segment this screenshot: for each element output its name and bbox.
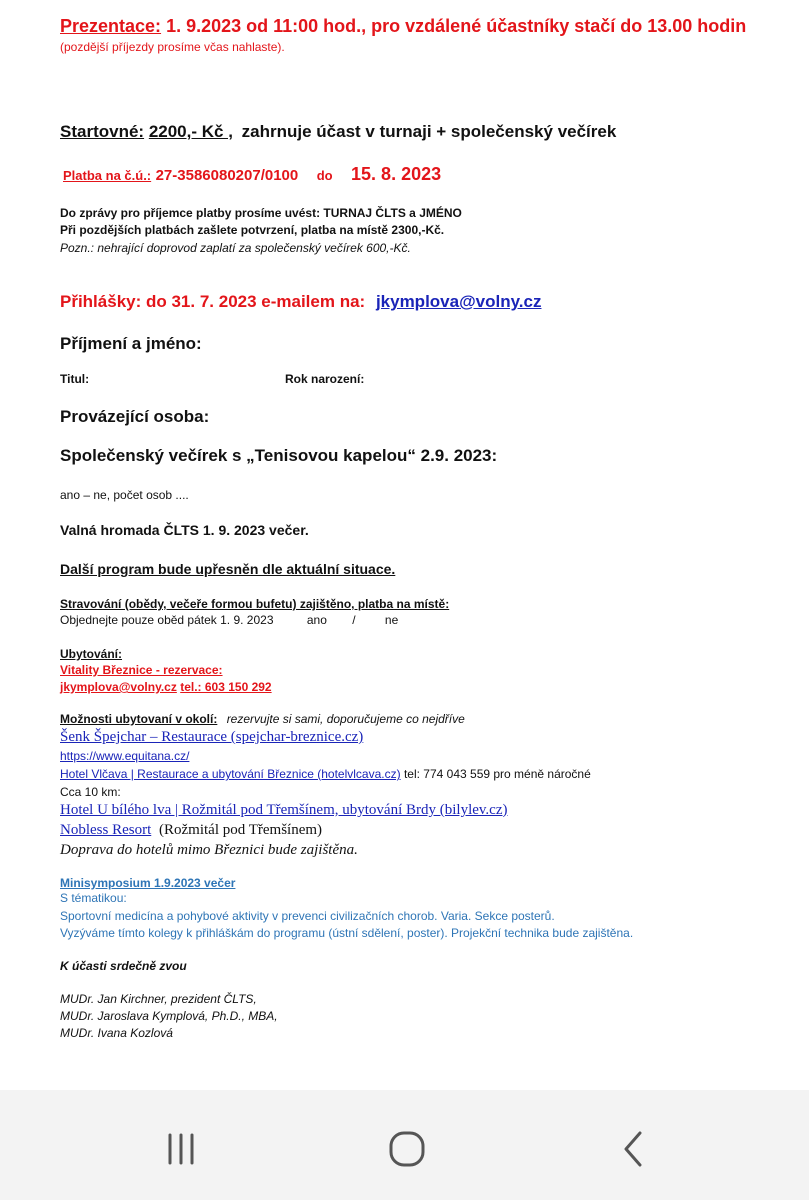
party-label: Společenský večírek s „Tenisovou kapelou“ 2.9. 2023: xyxy=(60,446,498,465)
program-line: Další program bude upřesněn dle aktuální situace. xyxy=(60,561,396,577)
catering-label: Stravování (obědy, večeře formou bufetu) zajištěno, platba na místě: xyxy=(60,597,450,611)
nearby-link-bilylev[interactable]: Hotel U bílého lva | Rožmitál pod Třemšínem, ubytování Brdy (bilylev.cz) xyxy=(60,802,508,818)
minisymposium-title: Minisymposium 1.9.2023 večer xyxy=(60,876,236,890)
nearby-distance: Cca 10 km: xyxy=(60,785,121,799)
name-label: Příjmení a jméno: xyxy=(60,334,202,353)
closing-invite: K účasti srdečně zvou xyxy=(60,959,187,973)
nearby-vlcava-note: tel: 774 043 559 pro méně náročné xyxy=(403,767,591,781)
nearby-nobless-line xyxy=(60,822,322,839)
signature-2: MUDr. Jaroslava Kymplová, Ph.D., MBA, xyxy=(60,1009,278,1023)
payment-note-3: Pozn.: nehrající doprovod zaplatí za společenský večírek 600,-Kč. xyxy=(60,241,411,255)
catering-yes: ano xyxy=(306,613,327,627)
payment-deadline: 15. 8. 2023 xyxy=(351,164,442,184)
accommodation-contact xyxy=(60,681,272,695)
presentation-note: (pozdější příjezdy prosíme včas nahlaste). xyxy=(60,40,285,54)
nearby-label: Možnosti ubytovaní v okolí: xyxy=(60,712,218,726)
nearby-vlcava-line xyxy=(60,768,591,782)
nearby-nobless-note: (Rožmitál pod Třemšínem) xyxy=(159,822,323,838)
signature-1: MUDr. Jan Kirchner, prezident ČLTS, xyxy=(60,992,257,1006)
minisymposium-subtitle: S tématikou: xyxy=(60,891,127,905)
title-label: Titul: xyxy=(60,372,90,386)
accommodation-phone: tel.: 603 150 292 xyxy=(180,680,272,694)
back-button[interactable] xyxy=(604,1125,664,1173)
birth-year-label: Rok narození: xyxy=(285,372,365,386)
catering-order-line xyxy=(60,614,398,628)
nearby-link-vlcava[interactable]: Hotel Vlčava | Restaurace a ubytování Březnice (hotelvlcava.cz) xyxy=(60,767,401,781)
signature-3: MUDr. Ivana Kozlová xyxy=(60,1026,173,1040)
accommodation-venue: Vitality Březnice - rezervace: xyxy=(60,663,223,677)
home-button[interactable] xyxy=(377,1125,437,1173)
recents-button[interactable] xyxy=(151,1125,211,1173)
payment-note-1: Do zprávy pro příjemce platby prosíme uvést: TURNAJ ČLTS a JMÉNO xyxy=(60,206,462,220)
home-icon xyxy=(387,1129,427,1169)
catering-slash: / xyxy=(352,613,356,627)
recents-icon xyxy=(163,1131,199,1167)
nearby-link-spejchar[interactable]: Šenk Špejchar – Restaurace (spejchar-breznice.cz) xyxy=(60,729,364,745)
presentation-label: Prezentace: xyxy=(60,16,162,36)
payment-account: 27-3586080207/0100 xyxy=(155,167,299,184)
fee-text: zahrnuje účast v turnaji + společenský večírek xyxy=(241,122,617,141)
party-answer: ano – ne, počet osob .... xyxy=(60,488,189,502)
catering-order: Objednejte pouze oběd pátek 1. 9. 2023 xyxy=(60,613,274,627)
assembly-line: Valná hromada ČLTS 1. 9. 2023 večer. xyxy=(60,522,309,538)
registration-email-link[interactable]: jkymplova@volny.cz xyxy=(375,292,542,311)
minisymposium-call: Vyzýváme tímto kolegy k přihláškám do programu (ústní sdělení, poster). Projekční technika bude zajištěna. xyxy=(60,926,634,940)
nearby-line xyxy=(60,713,465,727)
fee-label: Startovné: xyxy=(60,122,145,141)
minisymposium-topics: Sportovní medicína a pohybové aktivity v prevenci civilizačních chorob. Varia. Sekce posterů. xyxy=(60,909,555,923)
back-icon xyxy=(616,1129,652,1169)
fee-amount: 2200,- Kč , xyxy=(148,122,233,141)
payment-until: do xyxy=(316,168,333,183)
presentation-text: 1. 9.2023 od 11:00 hod., pro vzdálené účastníky stačí do 13.00 hodin xyxy=(166,16,747,36)
catering-no: ne xyxy=(384,613,399,627)
payment-label: Platba na č.ú.: xyxy=(63,168,152,183)
accommodation-email-link[interactable]: jkymplova@volny.cz xyxy=(60,680,177,694)
nearby-transport: Doprava do hotelů mimo Březnici bude zajištěna. xyxy=(60,842,358,858)
payment-line xyxy=(63,164,441,185)
nearby-link-equitana[interactable]: https://www.equitana.cz/ xyxy=(60,749,190,763)
registration-line xyxy=(60,292,541,312)
registration-label: Přihlášky: do 31. 7. 2023 e-mailem na: xyxy=(60,292,366,311)
companion-label: Provázející osoba: xyxy=(60,407,210,426)
fee-line xyxy=(60,122,616,142)
payment-note-2: Při pozdějších platbách zašlete potvrzení, platba na místě 2300,-Kč. xyxy=(60,223,445,237)
nearby-hint: rezervujte si sami, doporučujeme co nejdříve xyxy=(226,712,465,726)
nearby-link-nobless[interactable]: Nobless Resort xyxy=(60,822,152,838)
accommodation-label: Ubytování: xyxy=(60,647,123,661)
presentation-line xyxy=(60,16,746,37)
